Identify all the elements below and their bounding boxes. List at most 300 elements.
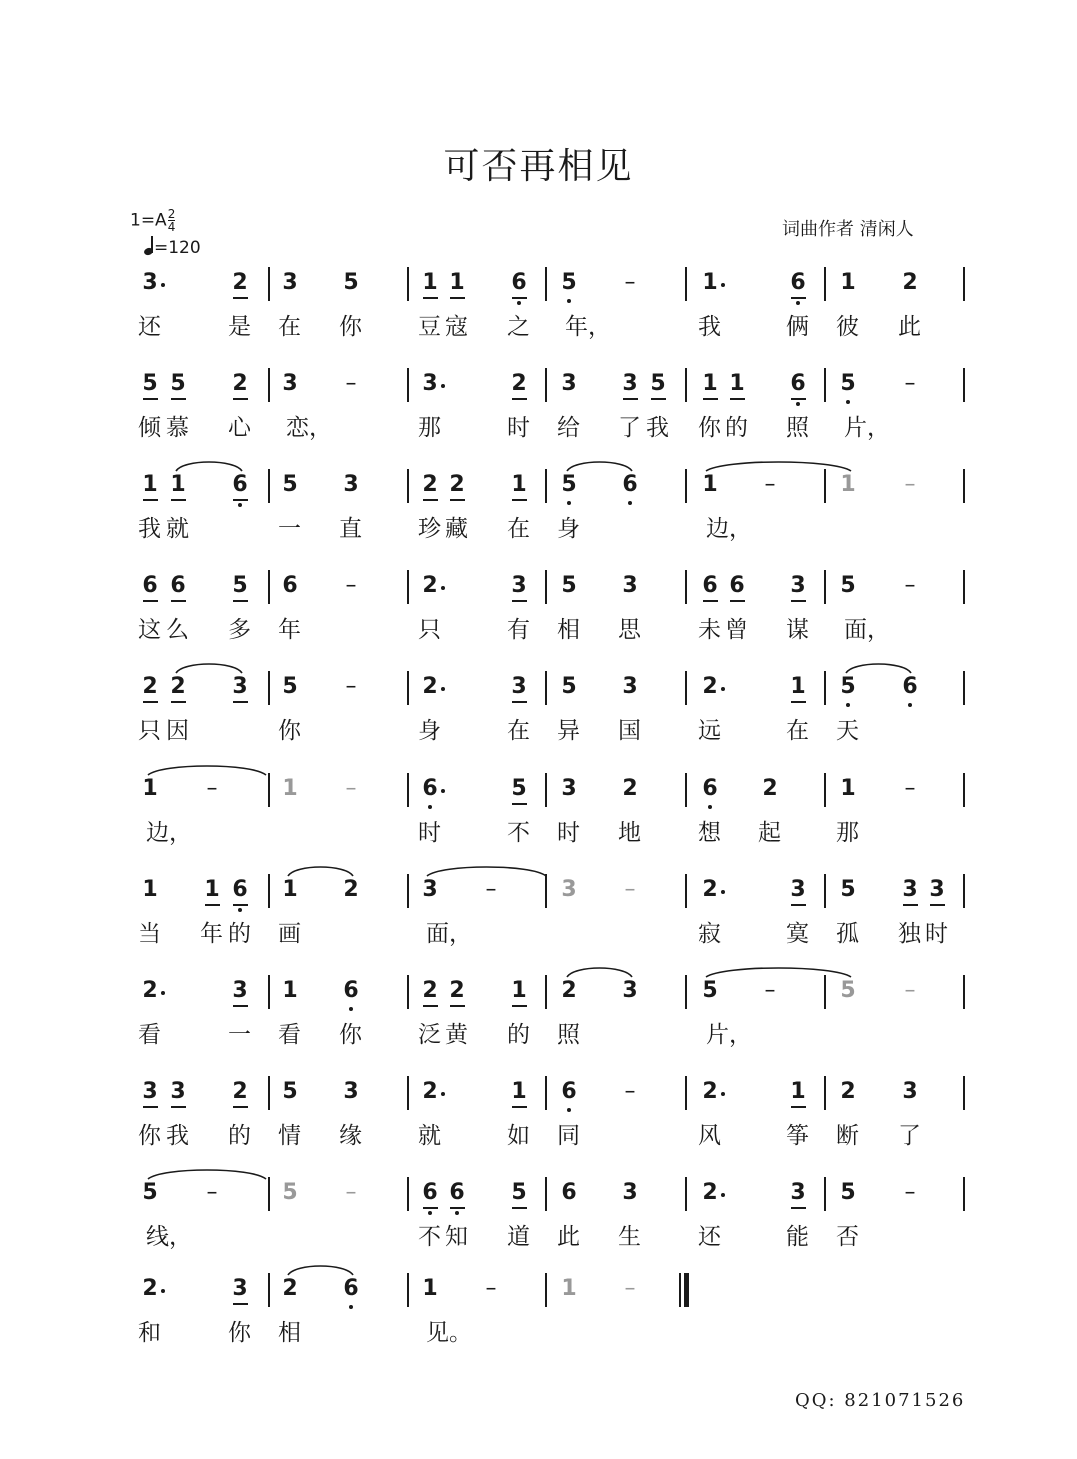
lyric: 照: [786, 415, 809, 441]
barline: [963, 1177, 965, 1211]
lyric: 俩: [786, 314, 809, 340]
augmentation-dot: [441, 1092, 445, 1096]
note-underline: [423, 499, 438, 501]
note: 5: [142, 1180, 158, 1205]
lower-octave-dot: [567, 299, 571, 303]
note-underline: [512, 600, 527, 602]
lower-octave-dot: [455, 1211, 459, 1215]
sustain-dash: –: [904, 573, 916, 598]
tie-slur: [844, 660, 913, 674]
barline: [545, 368, 547, 402]
note: 3: [561, 776, 577, 801]
lyric: 边，: [706, 516, 752, 542]
contact-info: QQ: 821071526: [795, 1390, 966, 1411]
lower-octave-dot: [628, 501, 632, 505]
note: 5: [840, 877, 856, 902]
barline: [824, 570, 826, 604]
sustain-dash: –: [904, 472, 916, 497]
barline: [685, 368, 687, 402]
note-underline: [791, 1106, 806, 1108]
lyric: 情: [278, 1123, 301, 1149]
lyric: 直: [339, 516, 362, 542]
note-underline: [423, 1005, 438, 1007]
barline: [685, 570, 687, 604]
lyric: 否: [836, 1224, 859, 1250]
sustain-dash: –: [206, 1180, 218, 1205]
lyric: 时: [925, 921, 948, 947]
note: 1: [204, 877, 220, 902]
lyric: 面，: [426, 921, 472, 947]
lyric: 看: [278, 1022, 301, 1048]
note: 1: [142, 472, 158, 497]
lyric: 那: [418, 415, 441, 441]
lyric: 同: [557, 1123, 580, 1149]
lower-octave-dot: [238, 908, 242, 912]
note: 3: [902, 877, 918, 902]
sustain-dash: –: [624, 1079, 636, 1104]
barline: [268, 267, 270, 301]
lyric: 我: [166, 1123, 189, 1149]
note-underline: [791, 297, 806, 299]
tie-slur: [286, 1262, 355, 1276]
barline: [407, 570, 409, 604]
note-underline: [143, 1106, 158, 1108]
barline: [545, 267, 547, 301]
tie-slur: [286, 863, 355, 877]
note-underline: [233, 398, 248, 400]
note-underline: [903, 904, 918, 906]
barline: [545, 975, 547, 1009]
lyric: 寂: [698, 921, 721, 947]
lower-octave-dot: [567, 1108, 571, 1112]
barline: [268, 1076, 270, 1110]
barline: [407, 368, 409, 402]
barline: [407, 874, 409, 908]
note: 5: [840, 1180, 856, 1205]
note: 2: [170, 674, 186, 699]
note: 1: [790, 1079, 806, 1104]
lyric: 慕: [166, 415, 189, 441]
augmentation-dot: [441, 789, 445, 793]
lower-octave-dot: [908, 703, 912, 707]
lyric: 相: [278, 1320, 301, 1346]
note: 1: [170, 472, 186, 497]
note: 6: [702, 573, 718, 598]
note: 6: [170, 573, 186, 598]
note: 2: [449, 472, 465, 497]
note: 2: [422, 472, 438, 497]
sustain-dash: –: [764, 472, 776, 497]
lyric: 时: [507, 415, 530, 441]
lyric: 珍: [418, 516, 441, 542]
lower-octave-dot: [428, 1211, 432, 1215]
sustain-dash: –: [904, 371, 916, 396]
note: 2: [422, 978, 438, 1003]
note-underline: [623, 398, 638, 400]
sustain-dash: –: [345, 776, 357, 801]
lyric: 在: [507, 516, 530, 542]
note: 2: [142, 978, 158, 1003]
tie-slur: [425, 863, 548, 877]
note-underline: [730, 600, 745, 602]
note: 6: [790, 371, 806, 396]
note: 5: [561, 472, 577, 497]
note: 3: [561, 877, 577, 902]
barline: [268, 570, 270, 604]
note: 6: [702, 776, 718, 801]
lyric: 寇: [445, 314, 468, 340]
lyric: 在: [278, 314, 301, 340]
note-underline: [512, 1106, 527, 1108]
lyric: 之: [507, 314, 530, 340]
note: 1: [422, 270, 438, 295]
barline: [824, 1076, 826, 1110]
lyric: 泛: [418, 1022, 441, 1048]
lyric: 你: [339, 314, 362, 340]
barline: [545, 773, 547, 807]
lyric: 风: [698, 1123, 721, 1149]
note: 3: [622, 674, 638, 699]
lyric: 我: [646, 415, 669, 441]
note: 3: [232, 1276, 248, 1301]
lyric: 时: [557, 820, 580, 846]
lyric: 还: [138, 314, 161, 340]
note: 2: [422, 674, 438, 699]
note-underline: [171, 600, 186, 602]
note: 3: [790, 573, 806, 598]
lower-octave-dot: [517, 301, 521, 305]
barline: [963, 773, 965, 807]
lyric: 那: [836, 820, 859, 846]
lyric: 异: [557, 718, 580, 744]
lyric: 片，: [844, 415, 890, 441]
note: 6: [561, 1079, 577, 1104]
note-underline: [703, 600, 718, 602]
tie-slur: [565, 458, 634, 472]
note: 1: [422, 1276, 438, 1301]
note: 5: [650, 371, 666, 396]
lyric: 国: [618, 718, 641, 744]
note-underline: [703, 398, 718, 400]
augmentation-dot: [721, 283, 725, 287]
lyric: 就: [418, 1123, 441, 1149]
lyric: 未: [698, 617, 721, 643]
augmentation-dot: [721, 1193, 725, 1197]
lower-octave-dot: [796, 301, 800, 305]
note-underline: [171, 701, 186, 703]
lyric: 照: [557, 1022, 580, 1048]
lyric: 天: [836, 718, 859, 744]
lyric: 远: [698, 718, 721, 744]
lyric: 你: [228, 1320, 251, 1346]
note: 3: [232, 674, 248, 699]
note: 1: [142, 776, 158, 801]
note: 5: [840, 978, 856, 1003]
note: 1: [702, 270, 718, 295]
lyric: 独: [898, 921, 921, 947]
note-underline: [423, 1207, 438, 1209]
barline: [685, 469, 687, 503]
lyric: 么: [166, 617, 189, 643]
final-barline-thick: [684, 1273, 689, 1307]
barline: [963, 570, 965, 604]
barline: [545, 570, 547, 604]
note-underline: [143, 600, 158, 602]
note: 6: [902, 674, 918, 699]
barline: [824, 773, 826, 807]
barline: [545, 874, 547, 908]
note: 1: [561, 1276, 577, 1301]
lyric: 年，: [565, 314, 611, 340]
lyric: 如: [507, 1123, 530, 1149]
augmentation-dot: [441, 687, 445, 691]
lyric: 一: [228, 1022, 251, 1048]
note: 3: [232, 978, 248, 1003]
note: 2: [561, 978, 577, 1003]
lower-octave-dot: [428, 805, 432, 809]
tie-slur: [565, 964, 634, 978]
note-underline: [233, 297, 248, 299]
note: 1: [702, 371, 718, 396]
barline: [407, 1076, 409, 1110]
lower-octave-dot: [846, 703, 850, 707]
note: 2: [702, 1180, 718, 1205]
tie-slur: [704, 458, 853, 472]
barline: [407, 469, 409, 503]
sustain-dash: –: [345, 674, 357, 699]
note-underline: [233, 1106, 248, 1108]
lower-octave-dot: [796, 402, 800, 406]
augmentation-dot: [161, 1289, 165, 1293]
note: 2: [702, 1079, 718, 1104]
lyric: 寞: [786, 921, 809, 947]
lyric: 筝: [786, 1123, 809, 1149]
barline: [824, 671, 826, 705]
note: 2: [622, 776, 638, 801]
sustain-dash: –: [485, 1276, 497, 1301]
lyric: 一: [278, 516, 301, 542]
note: 5: [702, 978, 718, 1003]
barline: [407, 267, 409, 301]
lower-octave-dot: [567, 501, 571, 505]
tie-slur: [174, 660, 244, 674]
lyric: 你: [339, 1022, 362, 1048]
barline: [407, 1273, 409, 1307]
augmentation-dot: [161, 283, 165, 287]
augmentation-dot: [441, 384, 445, 388]
note: 2: [702, 674, 718, 699]
lyric: 思: [618, 617, 641, 643]
note: 3: [511, 674, 527, 699]
barline: [685, 975, 687, 1009]
barline: [963, 1076, 965, 1110]
note: 1: [511, 978, 527, 1003]
note: 1: [511, 1079, 527, 1104]
sustain-dash: –: [345, 573, 357, 598]
lyric: 给: [557, 415, 580, 441]
augmentation-dot: [441, 586, 445, 590]
lyric: 看: [138, 1022, 161, 1048]
note: 5: [840, 371, 856, 396]
note-underline: [423, 297, 438, 299]
note: 1: [142, 877, 158, 902]
note: 5: [282, 1079, 298, 1104]
augmentation-dot: [721, 1092, 725, 1096]
lyric: 缘: [339, 1123, 362, 1149]
augmentation-dot: [721, 890, 725, 894]
barline: [268, 975, 270, 1009]
lyric: 的: [228, 921, 251, 947]
note-underline: [171, 499, 186, 501]
lyric: 的: [228, 1123, 251, 1149]
note: 2: [762, 776, 778, 801]
note: 2: [232, 270, 248, 295]
note-underline: [171, 1106, 186, 1108]
lyric: 线，: [146, 1224, 192, 1250]
note: 1: [449, 270, 465, 295]
note: 6: [729, 573, 745, 598]
lyric: 时: [418, 820, 441, 846]
lyric: 因: [166, 718, 189, 744]
tie-slur: [704, 964, 853, 978]
lyric: 心: [228, 415, 251, 441]
note: 6: [422, 776, 438, 801]
note: 3: [622, 1180, 638, 1205]
lyric: 孤: [836, 921, 859, 947]
barline: [685, 773, 687, 807]
lyric: 藏: [445, 516, 468, 542]
tempo-value: =120: [154, 238, 201, 258]
note: 6: [561, 1180, 577, 1205]
author-credit: 词曲作者 清闲人: [782, 219, 914, 240]
note: 6: [232, 877, 248, 902]
lyric: 的: [725, 415, 748, 441]
barline: [407, 773, 409, 807]
barline: [824, 368, 826, 402]
sustain-dash: –: [345, 371, 357, 396]
note: 3: [343, 1079, 359, 1104]
note-underline: [233, 904, 248, 906]
lyric: 豆: [418, 314, 441, 340]
time-signature: [168, 208, 176, 233]
note: 1: [790, 674, 806, 699]
note: 2: [232, 1079, 248, 1104]
lyric: 面，: [844, 617, 890, 643]
lyric: 能: [786, 1224, 809, 1250]
note-underline: [233, 1303, 248, 1305]
note: 2: [142, 1276, 158, 1301]
barline: [963, 671, 965, 705]
lyric: 倾: [138, 415, 161, 441]
note: 6: [282, 573, 298, 598]
note-underline: [233, 1005, 248, 1007]
barline: [824, 469, 826, 503]
note: 3: [282, 371, 298, 396]
lyric: 是: [228, 314, 251, 340]
lyric: 这: [138, 617, 161, 643]
lyric: 就: [166, 516, 189, 542]
lyric: 画: [278, 921, 301, 947]
note-underline: [791, 904, 806, 906]
lower-octave-dot: [349, 1007, 353, 1011]
note: 5: [282, 674, 298, 699]
tie-slur: [174, 458, 244, 472]
note: 3: [142, 270, 158, 295]
note-underline: [450, 499, 465, 501]
note: 2: [449, 978, 465, 1003]
lyric: 地: [618, 820, 641, 846]
barline: [545, 469, 547, 503]
lyric: 生: [618, 1224, 641, 1250]
note-underline: [450, 1005, 465, 1007]
note-underline: [233, 499, 248, 501]
note: 5: [561, 270, 577, 295]
note: 2: [511, 371, 527, 396]
lyric: 彼: [836, 314, 859, 340]
note-underline: [512, 1005, 527, 1007]
note: 1: [840, 270, 856, 295]
song-title: 可否再相见: [443, 146, 634, 187]
note: 3: [790, 1180, 806, 1205]
note: 6: [142, 573, 158, 598]
note: 1: [282, 877, 298, 902]
note: 3: [142, 1079, 158, 1104]
barline: [268, 773, 270, 807]
lyric: 此: [898, 314, 921, 340]
note: 1: [282, 776, 298, 801]
lyric: 黄: [445, 1022, 468, 1048]
note: 5: [282, 472, 298, 497]
note-underline: [791, 600, 806, 602]
barline: [268, 469, 270, 503]
barline: [545, 671, 547, 705]
note: 5: [170, 371, 186, 396]
lyric: 此: [557, 1224, 580, 1250]
note: 2: [142, 674, 158, 699]
key-label: 1=A: [130, 210, 167, 231]
note-underline: [512, 701, 527, 703]
sustain-dash: –: [624, 877, 636, 902]
barline: [824, 1177, 826, 1211]
lyric: 道: [507, 1224, 530, 1250]
lyric: 当: [138, 921, 161, 947]
lyric: 在: [507, 718, 530, 744]
note: 2: [232, 371, 248, 396]
note-underline: [233, 600, 248, 602]
note: 2: [422, 1079, 438, 1104]
lyric: 年: [278, 617, 301, 643]
note-underline: [143, 499, 158, 501]
lower-octave-dot: [238, 503, 242, 507]
barline: [407, 671, 409, 705]
sustain-dash: –: [624, 270, 636, 295]
tie-slur: [146, 1166, 268, 1180]
note-underline: [205, 904, 220, 906]
time-signature-top: 2: [167, 207, 176, 221]
lyric: 我: [138, 516, 161, 542]
quarter-note-icon: [144, 236, 154, 256]
barline: [824, 874, 826, 908]
note-underline: [512, 1207, 527, 1209]
note: 6: [449, 1180, 465, 1205]
lyric: 曾: [725, 617, 748, 643]
note: 3: [511, 573, 527, 598]
note-underline: [512, 398, 527, 400]
note: 6: [343, 978, 359, 1003]
note-underline: [791, 398, 806, 400]
barline: [824, 267, 826, 301]
note: 2: [840, 1079, 856, 1104]
